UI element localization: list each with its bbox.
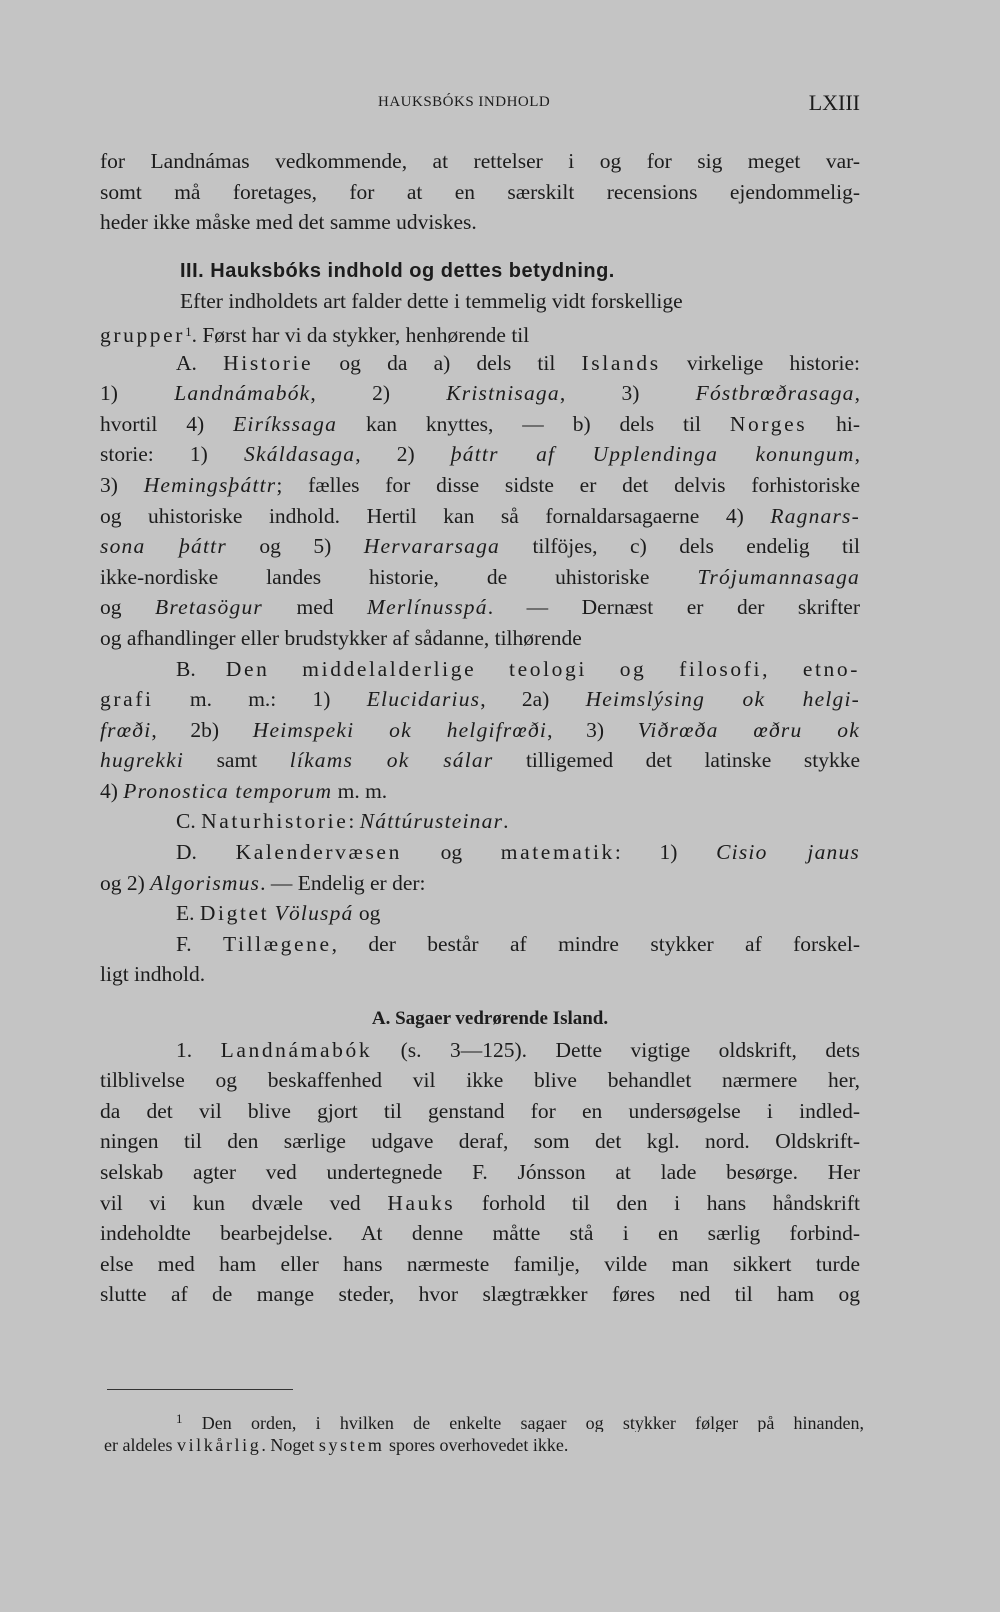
text-line: storie: 1) Skáldasaga, 2) þáttr af Upplendinga konungum, xyxy=(100,442,860,467)
text-line: og 2) Algorismus. — Endelig er der: xyxy=(100,870,426,895)
text-line: else med ham eller hans nærmeste familje, vilde man sikkert turde xyxy=(100,1251,860,1276)
footnote-ref: 1 xyxy=(185,323,192,339)
text-line: C. Naturhistorie: Náttúrusteinar. xyxy=(176,809,509,834)
text-line: grafi m. m.: 1) Elucidarius, 2a) Heimslýsing ok helgi- xyxy=(100,687,860,712)
text-line: selskab agter ved undertegnede F. Jónsson at lade besørge. Her xyxy=(100,1160,860,1184)
section-heading: III. Hauksbóks indhold og dettes betydning. xyxy=(180,259,615,282)
text-line: og uhistoriske indhold. Hertil kan så fornaldarsagaerne 4) Ragnars- xyxy=(100,503,860,528)
text-line: tilblivelse og beskaffenhed vil ikke blive behandlet nærmere her, xyxy=(100,1068,860,1093)
text-line: frœði, 2b) Heimspeki ok helgifrœði, 3) Viðrœða œðru ok xyxy=(100,717,860,742)
text-line: somt må foretages, for at en særskilt recensions ejendommelig- xyxy=(100,179,860,204)
text-line: grupper$^1$. Først har vi da stykker, henhørende til xyxy=(100,322,530,347)
text-line: 4) Pronostica temporum m. m. xyxy=(100,778,388,803)
text-line: hugrekki samt líkams ok sálar tilligemed det latinske stykke xyxy=(100,748,860,773)
page-header xyxy=(100,92,860,122)
text-line: og afhandlinger eller brudstykker af sådanne, tilhørende xyxy=(100,625,582,650)
text-line: slutte af de mange steder, hvor slægtrækker føres ned til ham og xyxy=(100,1282,860,1307)
text-line: ligt indhold. xyxy=(100,962,206,987)
text-line: da det vil blive gjort til genstand for en undersøgelse i indled- xyxy=(100,1098,860,1123)
text-line: 1. Landnámabók (s. 3—125). Dette vigtige oldskrift, dets xyxy=(176,1037,860,1062)
footnote-line: $^1$ Den orden, i hvilken de enkelte sagaer og stykker følger på hinanden, xyxy=(176,1411,864,1432)
text-line: og Bretasögur med Merlínusspá. — Dernæst er der skrifter xyxy=(100,595,860,620)
text-line: hvortil 4) Eiríkssaga kan knyttes, — b) dels til Norges hi- xyxy=(100,411,860,436)
footnote-divider xyxy=(107,1389,293,1390)
text-line: Efter indholdets art falder dette i temmelig vidt forskellige xyxy=(180,289,683,314)
body-text xyxy=(100,146,860,1310)
text-line: sona þáttr og 5) Hervararsaga tilföjes, c) dels endelig til xyxy=(100,534,860,559)
text-line: vil vi kun dvæle ved Hauks forhold til den i hans håndskrift xyxy=(100,1190,860,1215)
text-line: heder ikke måske med det samme udviskes. xyxy=(100,210,477,235)
text-line: 1) Landnámabók, 2) Kristnisaga, 3) Fóstbrœðrasaga, xyxy=(100,381,860,406)
running-title: HAUKSBÓKS INDHOLD xyxy=(378,94,551,110)
text-line: E. Digtet Völuspá og xyxy=(176,901,381,926)
text-line: for Landnámas vedkommende, at rettelser i og for sig meget var- xyxy=(100,149,860,173)
page-number: LXIII xyxy=(808,90,860,115)
footnote-marker: 1 xyxy=(176,1411,183,1426)
text-line: 3) Hemingsþáttr; fælles for disse sidste er det delvis forhistoriske xyxy=(100,472,860,497)
text-line: indeholdte bearbejdelse. At denne måtte stå i en særlig forbind- xyxy=(100,1221,860,1246)
footnote-line: er aldeles vilkårlig. Noget system spores overhovedet ikke. xyxy=(104,1435,569,1455)
text-line: D. Kalendervæsen og matematik: 1) Cisio janus xyxy=(176,840,860,865)
text-line: A. Historie og da a) dels til Islands virkelige historie: xyxy=(176,350,860,375)
subheading: A. Sagaer vedrørende Island. xyxy=(371,1008,609,1030)
footnote xyxy=(104,1406,864,1458)
text-line: ningen til den særlige udgave deraf, som det kgl. nord. Oldskrift- xyxy=(100,1129,860,1154)
text-line: B. Den middelalderlige teologi og filosofi, etno- xyxy=(176,656,860,681)
text-line: ikke-nordiske landes historie, de uhistoriske Trójumannasaga xyxy=(100,564,860,589)
text-line: F. Tillægene, der består af mindre stykker af forskel- xyxy=(176,931,860,956)
